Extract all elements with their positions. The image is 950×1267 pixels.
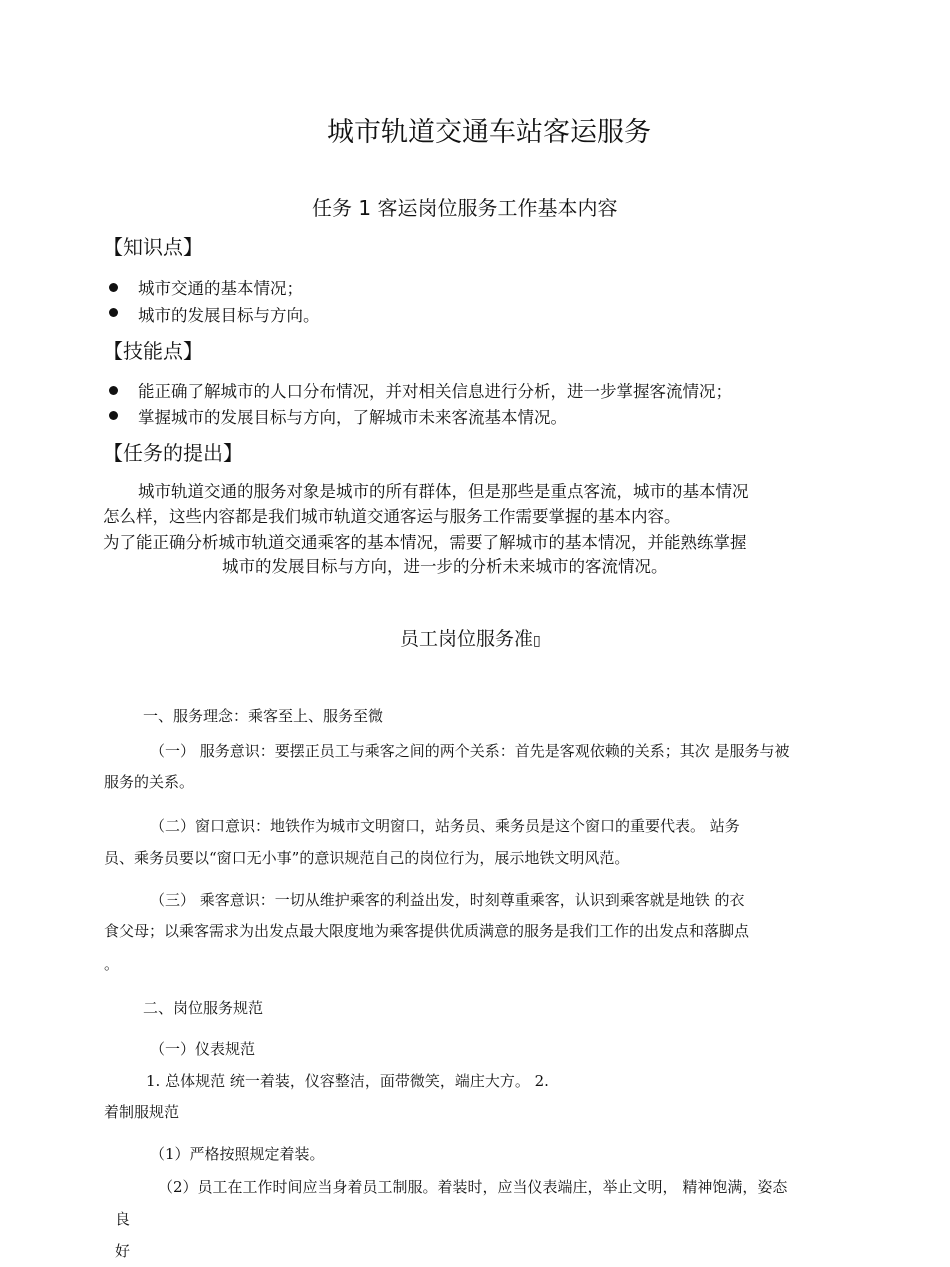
body-line: （二）窗口意识：地铁作为城市文明窗口，站务员、乘务员是这个窗口的重要代表。 站务 (150, 817, 740, 835)
body-line: 着制服规范 (104, 1103, 180, 1121)
section-title-text: 员工岗位服务准 (400, 628, 534, 650)
section-heading-2: 二、岗位服务规范 (143, 999, 264, 1017)
body-line: 良 (115, 1210, 131, 1228)
document-title: 城市轨道交通车站客运服务 (327, 117, 651, 148)
body-line: 食父母；以乘客需求为出发点最大限度地为乘客提供优质满意的服务是我们工作的出发点和落脚点 (104, 922, 750, 940)
task-line: 城市的发展目标与方向，进一步的分析未来城市的客流情况。 (222, 557, 668, 576)
section-heading-1: 一、服务理念：乘客至上、服务至微 (143, 707, 384, 725)
body-line: （1）严格按照规定着装。 (150, 1145, 325, 1163)
task-line: 怎么样，这些内容都是我们城市轨道交通客运与服务工作需要掌握的基本内容。 (103, 507, 681, 526)
knowledge-heading: 【知识点】 (103, 235, 203, 259)
body-line: （一） 服务意识：要摆正员工与乘客之间的两个关系：首先是客观依赖的关系；其次 是服务与被 (150, 742, 790, 760)
bullet-icon (109, 283, 118, 292)
body-line: 服务的关系。 (104, 773, 195, 791)
task-line: 城市轨道交通的服务对象是城市的所有群体，但是那些是重点客流，城市的基本情况 (138, 482, 749, 501)
bullet-icon (109, 308, 118, 317)
skills-item: 能正确了解城市的人口分布情况，并对相关信息进行分析，进一步掌握客流情况； (138, 382, 732, 401)
body-line: （2）员工在工作时间应当身着员工制服。着装时，应当仪表端庄，举止文明， 精神饱满，姿态 (158, 1178, 788, 1196)
bullet-icon (109, 386, 118, 395)
task-title: 任务 1 客运岗位服务工作基本内容 (312, 196, 618, 220)
knowledge-item: 城市的发展目标与方向。 (138, 306, 320, 325)
body-line: 好 (115, 1242, 131, 1260)
body-line: 员、乘务员要以“窗口无小事”的意识规范自己的岗位行为，展示地铁文明风范。 (104, 849, 630, 867)
missing-glyph-icon: ▯ (533, 633, 541, 649)
task-line: 为了能正确分析城市轨道交通乘客的基本情况，需要了解城市的基本情况，并能熟练掌握 (103, 533, 747, 552)
body-line: 1. 总体规范 统一着装，仪容整洁，面带微笑，端庄大方。 2. (146, 1072, 549, 1090)
body-line: 。 (104, 955, 120, 973)
skills-item: 掌握城市的发展目标与方向，了解城市未来客流基本情况。 (138, 408, 567, 427)
skills-heading: 【技能点】 (103, 339, 203, 363)
section-title (400, 624, 541, 651)
task-heading: 【任务的提出】 (103, 441, 243, 465)
bullet-icon (109, 411, 118, 420)
subsection-heading: （一）仪表规范 (150, 1040, 256, 1058)
body-line: （三） 乘客意识：一切从维护乘客的利益出发，时刻尊重乘客，认识到乘客就是地铁 的衣 (150, 891, 745, 909)
knowledge-item: 城市交通的基本情况； (138, 279, 303, 298)
